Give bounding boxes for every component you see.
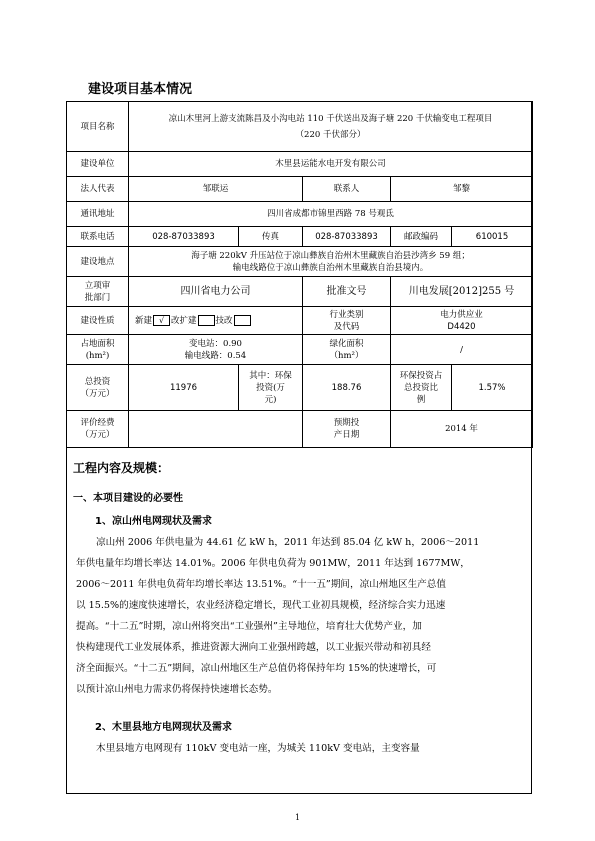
env-ratio-label-line3: 例 <box>416 394 426 405</box>
address-label: 通讯地址 <box>67 202 129 227</box>
row-phone <box>67 227 533 247</box>
paragraph-line: 提高。“十二五”时期，凉山州将突出“工业强州”主导地位，培育壮大优势产业，加 <box>76 621 422 632</box>
nature-tech-label: 技改 <box>215 315 233 326</box>
row-address <box>67 202 533 227</box>
total-inv-value: 11976 <box>129 365 239 411</box>
page-number: 1 <box>294 813 301 822</box>
location-value <box>129 247 533 277</box>
area-label-line1: 占地面积 <box>80 338 115 349</box>
env-ratio-value: 1.57% <box>452 365 533 411</box>
address-value: 四川省成都市锦里西路 78 号观氐 <box>129 202 533 227</box>
legal-rep-label: 法人代表 <box>67 177 129 202</box>
page-title: 建设项目基本情况 <box>88 82 193 97</box>
project-name-label: 项目名称 <box>67 102 129 152</box>
approval-dept-label <box>67 277 129 307</box>
area-label-line2: (hm²) <box>85 350 110 361</box>
approval-dept-label-line1: 立项审 <box>84 280 111 291</box>
area-substation: 变电站：0.90 <box>189 338 242 349</box>
prod-date-value: 2014 年 <box>391 411 533 448</box>
paragraph-line: 年供电量年均增长率达 14.01%。2006 年供电负荷为 901MW，2011 年达到 1677MW， <box>76 558 470 569</box>
nature-expand-label: 改扩建 <box>171 315 197 326</box>
green-label-line1: 绿化面积 <box>329 338 364 349</box>
approval-dept-value: 四川省电力公司 <box>129 277 303 307</box>
paragraph-line: 以预计凉山州电力需求仍将保持快速增长态势。 <box>76 684 278 695</box>
fax-label: 传真 <box>239 227 303 247</box>
paragraph-line: 济全面振兴。“十二五”期间，凉山州地区生产总值仍将保持年均 15%的快速增长，可 <box>76 663 437 674</box>
project-name-value <box>129 102 533 152</box>
row-project-name <box>67 102 533 152</box>
total-inv-label-line1: 总投资 <box>84 376 111 387</box>
industry-label-line1: 行业类别 <box>329 309 364 320</box>
scope-title: 工程内容及规模： <box>73 461 170 475</box>
green-label <box>303 335 391 365</box>
contact-value: 邹黎 <box>391 177 533 202</box>
row-location <box>67 247 533 277</box>
green-value: / <box>391 335 533 365</box>
prod-date-label-line1: 预期投 <box>333 418 360 428</box>
nature-tech-checkbox[interactable] <box>234 315 251 326</box>
row-investment <box>67 365 533 411</box>
location-label: 建设地点 <box>67 247 129 277</box>
legal-rep-value: 邹联运 <box>129 177 303 202</box>
env-inv-label-line3: 元) <box>264 394 277 405</box>
industry-label-line2: 及代码 <box>333 321 360 332</box>
project-name-line1: 凉山木里河上游支流陈昌及小沟电站 110 千伏送出及海子塘 220 千伏输变电工程项目 <box>168 113 493 124</box>
builder-label: 建设单位 <box>67 152 129 177</box>
total-inv-label <box>67 365 129 411</box>
postcode-label: 邮政编码 <box>391 227 452 247</box>
approval-doc-label: 批准文号 <box>303 277 391 307</box>
project-name-line2: （220 千伏部分） <box>295 129 366 140</box>
industry-label <box>303 307 391 335</box>
area-line: 输电线路：0.54 <box>184 350 247 361</box>
paragraph-line: 凉山州 2006 年供电量为 44.61 亿 kW h，2011 年达到 85.04 亿 kW h，2006～2011 <box>96 537 480 548</box>
subsection-heading-2: 2、木里县地方电网现状及需求 <box>95 722 232 733</box>
nature-new-checkbox[interactable]: √ <box>153 315 170 326</box>
paragraph-line: 以 15.5%的速度快速增长，农业经济稳定增长，现代工业初具规模，经济综合实力迅速 <box>76 600 446 611</box>
eval-fee-label-line2: （万元） <box>80 430 115 440</box>
env-ratio-label <box>391 365 452 411</box>
nature-expand-checkbox[interactable] <box>198 315 215 326</box>
approval-doc-value: 川电发展[2012]255 号 <box>391 277 533 307</box>
total-inv-label-line2: （万元） <box>80 388 115 399</box>
green-label-line2: （hm²） <box>329 350 364 361</box>
row-approval <box>67 277 533 307</box>
builder-value: 木里县运能水电开发有限公司 <box>129 152 533 177</box>
eval-fee-label <box>67 411 129 448</box>
paragraph-line: 快构建现代工业发展体系，推进资源大洲向工业强州跨越，以工业振兴带动和初具经 <box>76 642 431 653</box>
prod-date-label-line2: 产日期 <box>333 430 360 440</box>
fax-value: 028-87033893 <box>303 227 391 247</box>
industry-value-line1: 电力供应业 <box>440 309 483 320</box>
row-area <box>67 335 533 365</box>
project-info-table <box>66 101 533 448</box>
area-label <box>67 335 129 365</box>
env-ratio-label-line2: 总投资比 <box>403 382 438 393</box>
area-value <box>129 335 303 365</box>
subsection-heading-1: 1、凉山州电网现状及需求 <box>95 516 212 527</box>
prod-date-label <box>303 411 391 448</box>
row-legal-rep <box>67 177 533 202</box>
row-nature <box>67 307 533 335</box>
paragraph-2 <box>76 738 522 759</box>
eval-fee-value <box>129 411 303 448</box>
paragraph-line: 木里县地方电网现有 110kV 变电站一座，为城关 110kV 变电站，主变容量 <box>96 743 420 754</box>
nature-label: 建设性质 <box>67 307 129 335</box>
postcode-value: 610015 <box>452 227 533 247</box>
env-inv-label-line1: 其中：环保 <box>249 370 292 381</box>
row-eval-fee <box>67 411 533 448</box>
eval-fee-label-line1: 评价经费 <box>80 418 115 428</box>
location-line1: 海子塘 220kV 升压站位于凉山彝族自治州木里藏族自治县沙湾乡 59 组； <box>191 250 470 261</box>
approval-dept-label-line2: 批部门 <box>84 292 111 303</box>
nature-new-label: 新建 <box>135 315 153 326</box>
section-heading: 一、本项目建设的必要性 <box>73 493 183 504</box>
row-builder <box>67 152 533 177</box>
industry-value <box>391 307 533 335</box>
phone-value: 028-87033893 <box>129 227 239 247</box>
industry-value-line2: D4420 <box>447 321 476 332</box>
paragraph-1 <box>76 532 522 700</box>
env-inv-label-line2: 投资(万 <box>256 382 285 393</box>
paragraph-line: 2006～2011 年供电负荷年均增长率达 13.51%。“十一五”期间，凉山州地区生产总值 <box>76 579 446 590</box>
phone-label: 联系电话 <box>67 227 129 247</box>
contact-label: 联系人 <box>303 177 391 202</box>
env-ratio-label-line1: 环保投资占 <box>399 370 443 381</box>
env-inv-value: 188.76 <box>303 365 391 411</box>
location-line2: 输电线路位于凉山彝族自治州木里藏族自治县境内。 <box>232 262 429 273</box>
env-inv-label <box>239 365 303 411</box>
nature-options <box>129 307 303 335</box>
